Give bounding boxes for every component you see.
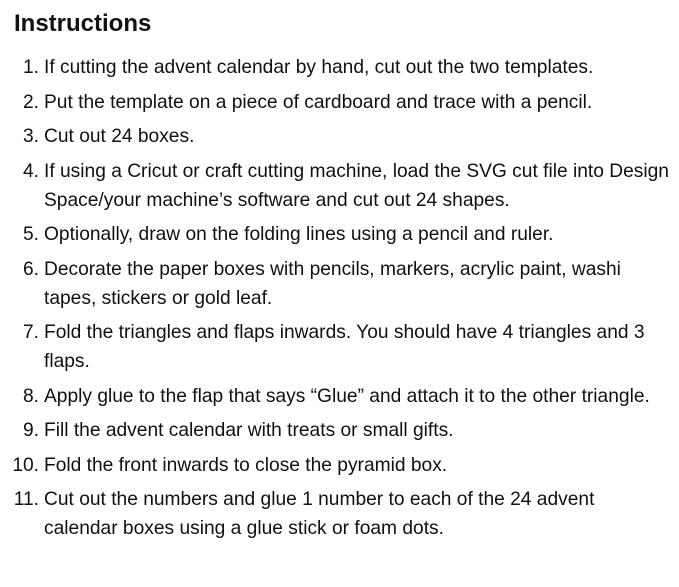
step-number: 10. xyxy=(12,454,39,476)
instruction-step xyxy=(0,382,679,411)
step-text: Decorate the paper boxes with pencils, markers, acrylic paint, washi tapes, stickers or gold leaf. xyxy=(44,258,621,309)
step-number: 7. xyxy=(22,322,39,343)
step-text: Apply glue to the flap that says “Glue” and attach it to the other triangle. xyxy=(44,385,650,407)
step-number: 2. xyxy=(22,91,39,113)
step-number: 11. xyxy=(13,489,39,510)
instruction-step xyxy=(0,53,679,82)
instruction-step xyxy=(0,451,679,480)
instruction-step xyxy=(0,255,679,313)
step-number: 4. xyxy=(22,160,39,182)
instruction-step xyxy=(0,157,679,215)
instruction-step xyxy=(0,220,679,249)
instructions-heading: Instructions xyxy=(14,10,152,37)
step-number: 8. xyxy=(22,385,39,407)
step-text: Cut out 24 boxes. xyxy=(44,126,195,147)
step-number: 3. xyxy=(22,126,39,147)
instruction-step xyxy=(0,485,679,543)
step-text: Fold the triangles and flaps inwards. You should have 4 triangles and 3 flaps. xyxy=(44,322,645,372)
step-text: Fill the advent calendar with treats or small gifts. xyxy=(44,420,454,441)
step-number: 1. xyxy=(22,57,39,78)
step-text: Optionally, draw on the folding lines using a pencil and ruler. xyxy=(44,224,554,245)
step-text: Cut out the numbers and glue 1 number to each of the 24 advent calendar boxes using a glue stick or foam dots. xyxy=(44,489,595,539)
step-number: 5. xyxy=(22,224,39,245)
instruction-step xyxy=(0,88,679,117)
instruction-step xyxy=(0,416,679,445)
step-text: Put the template on a piece of cardboard and trace with a pencil. xyxy=(44,91,593,113)
step-number: 6. xyxy=(22,258,39,280)
step-text: If cutting the advent calendar by hand, cut out the two templates. xyxy=(44,57,594,78)
step-text: Fold the front inwards to close the pyramid box. xyxy=(44,454,448,476)
instruction-step xyxy=(0,122,679,151)
step-number: 9. xyxy=(22,420,39,441)
step-text: If using a Cricut or craft cutting machine, load the SVG cut file into Design Space/your machine’s software and cut out 24 shapes. xyxy=(44,160,669,211)
instructions-list xyxy=(0,53,679,549)
instruction-step xyxy=(0,318,679,376)
